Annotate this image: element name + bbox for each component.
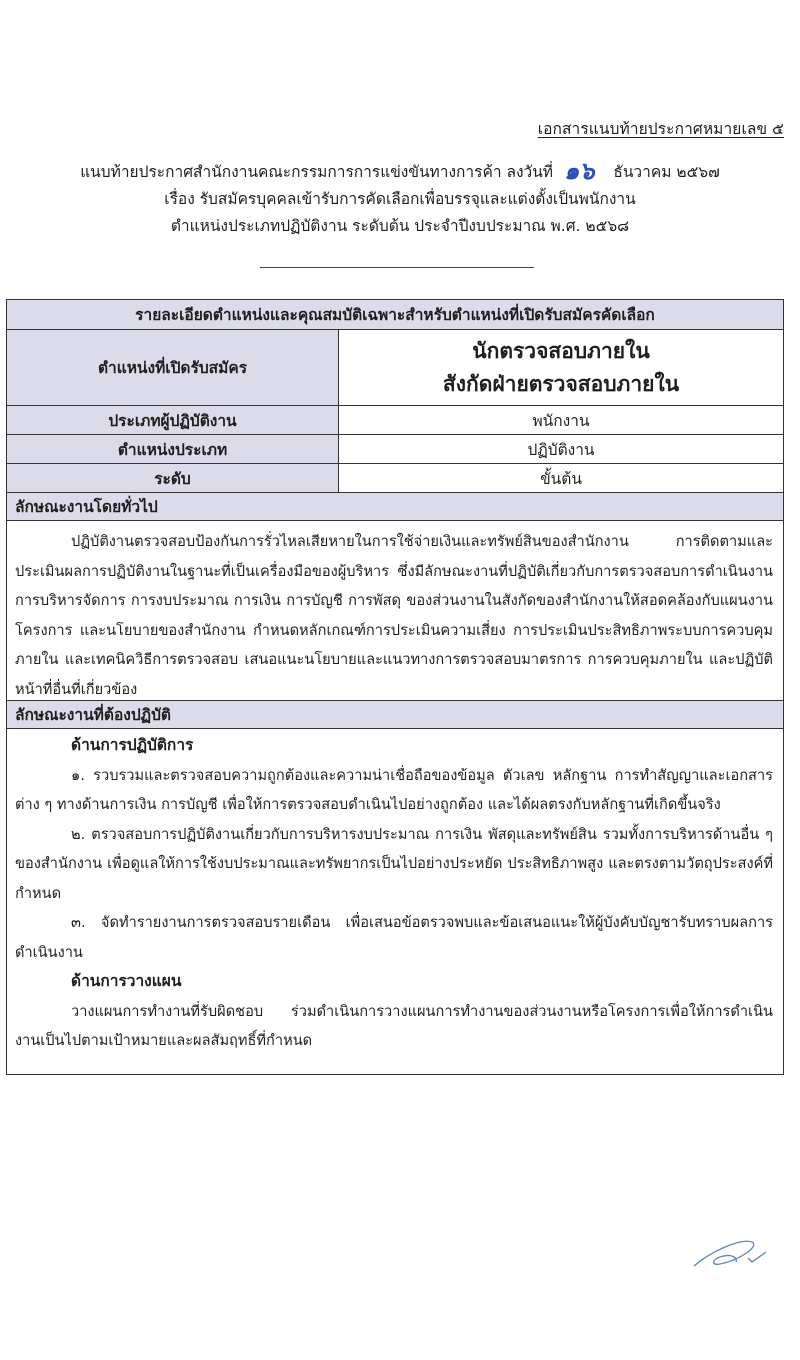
position-department: สังกัดฝ่ายตรวจสอบภายใน <box>442 371 680 396</box>
duties-description <box>7 729 783 1074</box>
table-row-employee-type <box>7 406 783 435</box>
planning-text: วางแผนการทำงานที่รับผิดชอบ ร่วมดำเนินการวางแผนการทำงานของส่วนงานหรือโครงการเพื่อให้การดำเนินงานเป็นไปตามเป้าหมายและผลสัมฤทธิ์ที่กำหนด <box>15 1002 773 1049</box>
subheading-planning: ด้านการวางแผน <box>71 972 182 990</box>
row-label: ประเภทผู้ปฏิบัติงาน <box>7 406 339 434</box>
document-header <box>0 156 800 240</box>
header-line-3: ตำแหน่งประเภทปฏิบัติงาน ระดับต้น ประจำปีงบประมาณ พ.ศ. ๒๕๖๘ <box>170 217 630 235</box>
row-label: ตำแหน่งประเภท <box>7 435 339 463</box>
duty-item-3: ๓. จัดทำรายงานการตรวจสอบรายเดือน เพื่อเสนอข้อตรวจพบและข้อเสนอแนะให้ผู้บังคับบัญชารับทราบผลการดำเนินงาน <box>15 914 773 961</box>
row-value: พนักงาน <box>339 406 783 434</box>
attachment-reference: เอกสารแนบท้ายประกาศหมายเลข ๕ <box>537 120 784 138</box>
position-details-table <box>6 299 784 1075</box>
table-row-level <box>7 464 783 493</box>
duty-item-2: ๒. ตรวจสอบการปฏิบัติงานเกี่ยวกับการบริหารงบประมาณ การเงิน พัสดุและทรัพย์สิน รวมทั้งการบริหารด้านอื่น ๆ ของสำนักงาน เพื่อดูแลให้การใช้งบประมาณและทรัพยากรเป็นไปอย่างประหยัด ประสิทธิภาพสูง และตรงตามวัตถุประสงค์ที่กำหนด <box>15 825 773 902</box>
signature-icon <box>690 1232 770 1272</box>
position-name: นักตรวจสอบภายใน <box>472 338 650 363</box>
row-label: ระดับ <box>7 464 339 492</box>
section-heading-general: ลักษณะงานโดยทั่วไป <box>7 493 783 521</box>
header-line-1-suffix: ธันวาคม ๒๕๖๗ <box>613 163 720 181</box>
row-value: ปฏิบัติงาน <box>339 435 783 463</box>
header-line-2: เรื่อง รับสมัครบุคคลเข้ารับการคัดเลือกเพื่อบรรจุและแต่งตั้งเป็นพนักงาน <box>164 190 636 208</box>
section-heading-duties: ลักษณะงานที่ต้องปฏิบัติ <box>7 701 783 729</box>
general-description-text: ปฏิบัติงานตรวจสอบป้องกันการรั่วไหลเสียหายในการใช้จ่ายเงินและทรัพย์สินของสำนักงาน การติดตามและประเมินผลการปฏิบัติงานในฐานะที่เป็นเครื่องมือของผู้บริหาร ซึ่งมีลักษณะงานที่ปฏิบัติเกี่ยวกับการตรวจสอบการดำเนินงาน การบริหารจัดการ การงบประมาณ การเงิน การบัญชี การพัสดุ ของส่วนงานในสังกัดของสำนักงานให้สอดคล้องกับแผนงาน โครงการ และนโยบายของสำนักงาน กำหนดหลักเกณฑ์การประเมินความเสี่ยง การประเมินประสิทธิภาพระบบการควบคุมภายใน และเทคนิควิธีการตรวจสอบ เสนอแนะนโยบายและแนวทางการตรวจสอบมาตรการ การควบคุมภายใน และปฏิบัติหน้าที่อื่นที่เกี่ยวข้อง <box>15 533 773 698</box>
handwritten-date-day: ๑๖ <box>563 157 595 185</box>
table-title: รายละเอียดตำแหน่งและคุณสมบัติเฉพาะสำหรับตำแหน่งที่เปิดรับสมัครคัดเลือก <box>7 300 783 330</box>
row-label: ตำแหน่งที่เปิดรับสมัคร <box>7 330 339 405</box>
row-value: ขั้นต้น <box>339 464 783 492</box>
subheading-operations: ด้านการปฏิบัติการ <box>71 736 194 754</box>
header-divider <box>260 267 534 268</box>
row-value <box>339 330 783 405</box>
table-row-position <box>7 330 783 406</box>
table-row-position-type <box>7 435 783 464</box>
header-line-1 <box>0 156 800 186</box>
header-line-1-prefix: แนบท้ายประกาศสำนักงานคณะกรรมการการแข่งขันทางการค้า ลงวันที่ <box>80 163 554 181</box>
general-description <box>7 521 783 701</box>
duty-item-1: ๑. รวบรวมและตรวจสอบความถูกต้องและความน่าเชื่อถือของข้อมูล ตัวเลข หลักฐาน การทำสัญญาและเอกสารต่าง ๆ ทางด้านการเงิน การบัญชี เพื่อให้การตรวจสอบดำเนินไปอย่างถูกต้อง และได้ผลตรงกับหลักฐานที่เกิดขึ้นจริง <box>15 766 773 813</box>
